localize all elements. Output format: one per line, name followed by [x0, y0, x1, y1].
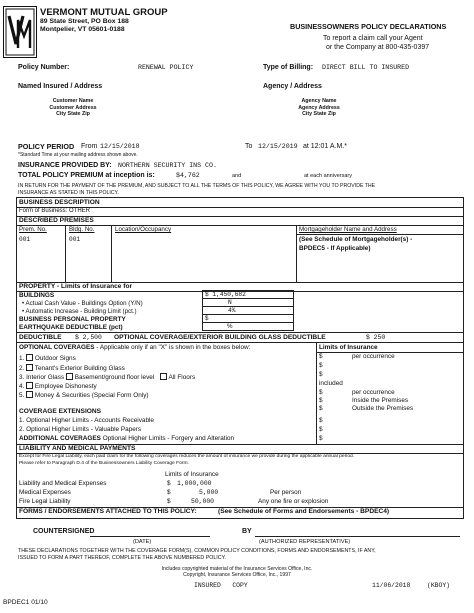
basement-level-label: Basement/ground floor level	[74, 374, 155, 381]
money-securities-checkbox[interactable]	[26, 391, 33, 398]
claim-line1: To report a claim call your Agent	[323, 35, 423, 42]
col-location: Location/Occupancy	[115, 226, 172, 233]
agency-address-block	[286, 98, 352, 118]
liability-row-1	[19, 480, 459, 488]
liability-row-3-label: Fire Legal Liability	[19, 498, 71, 505]
form-id: BPDEC1 01/10	[3, 599, 48, 606]
building-number: 001	[69, 236, 81, 243]
period-time: at 12:01 A.M.*	[303, 143, 347, 150]
acv-option: • Actual Cash Value - Buildings Option (Y/N)	[22, 300, 143, 307]
exterior-glass-label: Tenant's Exterior Building Glass	[34, 365, 125, 372]
period-to-date: 12/15/2019	[258, 143, 298, 150]
optional-item-1[interactable]: 1. Outdoor Signs	[19, 355, 76, 362]
employee-dishonesty-label: Employee Dishonesty	[34, 383, 97, 390]
acv-value: N	[228, 299, 232, 306]
earthquake-value: %	[227, 323, 233, 330]
liability-row-2	[19, 489, 459, 497]
mortgage-note-line2: BPDEC5 - If Applicable)	[299, 244, 371, 252]
additional-coverages	[19, 435, 234, 443]
optional-limit-row-2: $	[319, 362, 323, 369]
automatic-increase-label: Automatic Increase - Building Limit (pct.)	[25, 308, 137, 315]
agency-city: City State Zip	[302, 111, 336, 118]
optional-limit-row-1: $ per occurrence	[319, 353, 395, 360]
period-footnote: *Standard Time at your mailing address shown above.	[18, 152, 138, 158]
liability-row-1-amount: 1,000,000	[177, 480, 212, 487]
insurance-provider-label: INSURANCE PROVIDED BY:	[18, 162, 112, 169]
all-floors-checkbox[interactable]	[160, 373, 167, 380]
premium-anniversary: at each anniversary	[304, 173, 352, 179]
closing-text-line1: THESE DECLARATIONS TOGETHER WITH THE COVERAGE FORM(S), COMMON POLICY CONDITIONS, FORMS AND ENDORSEMENTS, IF ANY,	[18, 548, 376, 554]
optional-limit-row-7: $ Outside the Premises	[319, 405, 414, 412]
total-premium-amount: $4,762	[176, 172, 200, 179]
property-limits-heading: PROPERTY - Limits of Insurance for	[19, 283, 133, 290]
earthquake-cell	[202, 322, 294, 331]
coverage-extensions-heading: COVERAGE EXTENSIONS	[19, 408, 102, 415]
employee-dishonesty-checkbox[interactable]	[26, 382, 33, 389]
countersigned-label: COUNTERSIGNED	[33, 528, 95, 535]
copyright-line1: Includes copyrighted material of the Insurance Services Office, Inc.	[161, 566, 313, 572]
claim-line2: or the Company at 800-435-0397	[326, 44, 430, 51]
optional-item-2[interactable]: 2. Tenant's Exterior Building Glass	[19, 365, 125, 372]
acv-option-label: Actual Cash Value - Buildings Option (Y/N)	[25, 300, 143, 307]
liability-row-2-label: Medical Expenses	[19, 489, 71, 496]
all-floors-label: All Floors	[168, 374, 196, 381]
liability-row-2-note: Per person	[270, 489, 302, 496]
liability-row-2-amount: 5,000	[199, 489, 219, 496]
interior-glass-label: Interior Glass	[26, 374, 65, 381]
business-description-heading: BUSINESS DESCRIPTION	[19, 199, 100, 206]
form-of-business: Form of Business: OTHER	[19, 208, 91, 214]
glass-deductible-label: OPTIONAL COVERAGE/EXTERIOR BUILDING GLASS DEDUCTIBLE	[114, 334, 326, 341]
copyright-line2: Copyright, Insurance Services Office, Inc., 1997	[183, 572, 291, 578]
extension-item-1: 1. Optional Higher Limits - Accounts Receivable	[19, 417, 154, 424]
bpp-value: $	[205, 315, 209, 322]
described-premises-heading: DESCRIBED PREMISES	[19, 217, 94, 224]
authorized-caption: (AUTHORIZED REPRESENTATIVE)	[259, 539, 351, 545]
liability-row-3-note: Any one fire or explosion	[258, 498, 329, 505]
optional-item-3[interactable]: 3. Interior Glass Basement/ground floor level All Floors	[19, 374, 196, 381]
glass-deductible-amount: $ 250	[366, 334, 386, 341]
billing-type-value: DIRECT BILL TO INSURED	[322, 64, 410, 71]
automatic-increase: • Automatic Increase - Building Limit (pct.)	[22, 308, 137, 315]
insured-copy-label: INSURED COPY	[194, 582, 248, 589]
basement-level-checkbox[interactable]	[66, 373, 73, 380]
footer-code: (KBOY)	[427, 582, 451, 589]
liability-row-1-dollar: $	[167, 480, 171, 487]
company-name: VERMONT MUTUAL GROUP	[40, 7, 168, 18]
insured-city: City State Zip	[56, 111, 90, 118]
insured-name: Customer Name	[52, 98, 94, 104]
optional-limits-heading: Limits of Insurance	[319, 344, 378, 351]
company-logo	[3, 6, 37, 58]
date-caption: (DATE)	[133, 539, 152, 545]
liability-limits-label: Limits of Insurance	[165, 471, 219, 478]
liability-row-3-dollar: $	[167, 498, 171, 505]
outdoor-signs-label: Outdoor Signs	[34, 355, 76, 362]
optional-coverages-note: - Applicable only if an "X" is shown in the boxes below:	[96, 344, 251, 351]
date-signature-line	[90, 536, 210, 537]
buildings-label: BUILDINGS	[19, 292, 55, 299]
company-address-line2: Montpelier, VT 05601-0188	[40, 26, 125, 33]
logo-seal	[3, 6, 37, 58]
additional-coverages-label: ADDITIONAL COVERAGES	[19, 435, 101, 442]
agency-label: Agency / Address	[263, 83, 322, 90]
building-limit-value: $ 1,450,682	[205, 291, 246, 298]
billing-type-label: Type of Billing:	[263, 64, 314, 71]
liability-heading: LIABILITY AND MEDICAL PAYMENTS	[19, 445, 136, 452]
extension-amount-2: $	[319, 426, 323, 433]
return-text-line1: IN RETURN FOR THE PAYMENT OF THE PREMIUM, AND SUBJECT TO ALL THE TERMS OF THIS POLICY, WE AGREE WITH YOU TO PROVIDE THE	[18, 183, 376, 189]
policy-period-label: POLICY PERIOD	[18, 142, 75, 151]
extension-amount-1: $	[319, 417, 323, 424]
optional-coverages-title: OPTIONAL COVERAGES	[19, 344, 95, 351]
optional-limit-row-6: $ Inside the Premises	[319, 397, 409, 404]
deductible-amount: $ 2,500	[75, 334, 102, 341]
liability-row-3	[19, 498, 459, 506]
extension-amount-3: $	[319, 435, 323, 442]
agency-name: Agency Name	[301, 98, 337, 104]
col-prem-no: Prem. No.	[19, 226, 47, 233]
closing-text-line2: ISSUED TO FORM A PART THEREOF, COMPLETE THE ABOVE NUMBERED POLICY.	[18, 555, 226, 561]
insurance-provider-value: NORTHERN SECURITY INS CO.	[118, 162, 217, 169]
col-mortgageholder: Mortgageholder Name and Address	[299, 226, 397, 233]
liability-note-2: Please refer to Paragraph D.4 of the Businessowners Liability Coverage Form.	[19, 461, 189, 466]
money-securities-label: Money & Securities (Special Form Only)	[34, 392, 149, 399]
period-from-date: 12/15/2018	[100, 143, 140, 150]
forms-endorsements-label: FORMS / ENDORSEMENTS ATTACHED TO THIS POLICY:	[19, 508, 197, 515]
additional-coverages-text: Optional Higher Limits - Forgery and Alteration	[102, 435, 235, 442]
representative-signature-line	[255, 536, 460, 537]
document-title: BUSINESSOWNERS POLICY DECLARATIONS	[290, 22, 447, 31]
auto-increase-value: 4%	[228, 307, 236, 314]
liability-row-2-dollar: $	[167, 489, 171, 496]
company-address-line1: 89 State Street, PO Box 188	[40, 18, 129, 25]
optional-limit-row-5: $ per occurrence	[319, 389, 395, 396]
total-premium-label: TOTAL POLICY PREMIUM at inception is:	[18, 172, 155, 179]
mortgage-schedule-note	[299, 236, 412, 254]
optional-limit-row-3: $	[319, 371, 323, 378]
insured-address-block	[40, 98, 106, 118]
extension-item-2: 2. Optional Higher Limits - Valuable Papers	[19, 426, 142, 433]
premises-number: 001	[19, 236, 31, 243]
by-label: BY	[242, 528, 252, 535]
col-bldg-no: Bldg. No.	[69, 226, 95, 233]
optional-item-4[interactable]: 4. Employee Dishonesty	[19, 383, 97, 390]
deductible-label: DEDUCTIBLE	[19, 334, 62, 341]
outdoor-signs-checkbox[interactable]	[26, 354, 33, 361]
optional-limit-row-4: included	[319, 380, 343, 387]
liability-row-1-label: Liability and Medical Expenses	[19, 480, 107, 487]
policy-number-value: RENEWAL POLICY	[138, 64, 194, 71]
policy-number-label: Policy Number:	[18, 64, 70, 71]
optional-item-5[interactable]: 5. Money & Securities (Special Form Only)	[19, 392, 149, 399]
named-insured-label: Named Insured / Address	[18, 83, 103, 90]
forms-endorsements-value: (See Schedule of Forms and Endorsements - BPDEC4)	[218, 508, 390, 515]
return-text-line2: INSURANCE AS STATED IN THIS POLICY.	[18, 190, 119, 196]
footer-date: 11/06/2018	[372, 582, 411, 589]
mortgage-note-line1: (See Schedule of Mortgageholder(s) -	[299, 236, 413, 243]
optional-coverages-heading	[19, 344, 250, 352]
bpp-label: BUSINESS PERSONAL PROPERTY	[19, 316, 126, 323]
liability-row-3-amount: 50,000	[191, 498, 215, 505]
earthquake-label: EARTHQUAKE DEDUCTIBLE (pct)	[19, 324, 123, 331]
exterior-glass-checkbox[interactable]	[26, 364, 33, 371]
period-from-label: From	[81, 143, 98, 150]
insured-address: Customer Address	[49, 104, 97, 111]
premium-and: and	[232, 173, 242, 179]
agency-address: Agency Address	[298, 104, 340, 111]
liability-note-1: Except for Fire Legal Liability, each paid claim for the following coverages reduces the amount of insurance we provide during the applicable annual period.	[19, 454, 355, 459]
period-to-label: To	[245, 143, 253, 150]
